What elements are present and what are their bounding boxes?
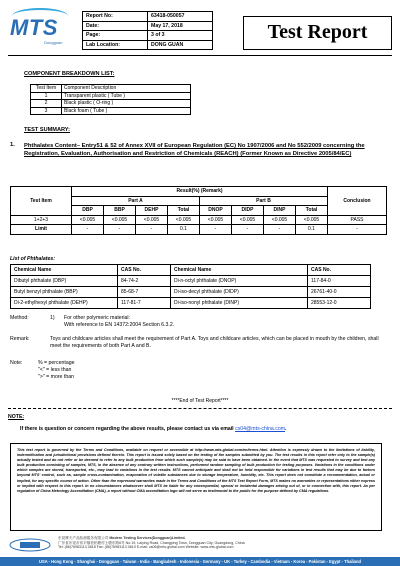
component-heading: COMPONENT BREAKDOWN LIST: xyxy=(24,71,115,77)
col-header: Total xyxy=(168,206,200,216)
note-label: Note: xyxy=(10,360,23,366)
divider xyxy=(8,408,392,409)
table-row: 2 Black plastic ( O-ring ) xyxy=(31,100,191,108)
logo-subtitle: Dongguan xyxy=(44,40,63,45)
note-line-1: % = percentage xyxy=(38,360,75,366)
conclusion-header: Conclusion xyxy=(328,187,387,216)
table-header: CAS No. xyxy=(308,265,371,276)
conclusion-value: PASS xyxy=(328,215,387,225)
table-row: Di-2-ethylhexyl phthalate (DEHP) 117-81-7 Di-iso-nonyl phthalate (DINP) 28553-12-0 xyxy=(11,298,371,309)
col-header: DBP xyxy=(72,206,104,216)
table-header: Component Description xyxy=(62,85,191,93)
note-heading: NOTE: xyxy=(8,414,25,420)
date-value: May 17, 2018 xyxy=(148,21,213,31)
table-header: CAS No. xyxy=(118,265,171,276)
locations-bar: USA - Hong Kong - Shanghai - Dongguan - Taiwan - India - Bangladesh - Indonesia - Germany - UK - Turkey - Cambodia - Vietnam - Korea - Pakistan - Egypt - Thailand xyxy=(0,557,400,566)
page-label: Page: xyxy=(83,31,148,41)
col-header: DINP xyxy=(264,206,296,216)
company-logo-icon xyxy=(8,538,52,552)
company-name-cn: 东莞摩天产品检测服务有限公司 xyxy=(58,536,109,540)
company-info xyxy=(58,536,388,550)
col-header: Total xyxy=(296,206,328,216)
contact-line: If there is question or concern regarding the above results, please contact us via email cs04@mts-china.com. xyxy=(20,426,287,432)
note-line-2: "<" = less than xyxy=(38,367,72,373)
summary-heading: TEST SUMMARY: xyxy=(24,127,70,133)
part-a-header: Part A xyxy=(72,196,200,206)
table-header: Chemical Name xyxy=(11,265,118,276)
company-name-en: Modern Testing Services(Dongguan)Limited. xyxy=(109,536,186,540)
result-header: Result(%) (Remark) xyxy=(72,187,328,197)
method-line-1: For other polymeric material: xyxy=(64,315,131,321)
report-no-value: 63418-050057 xyxy=(148,12,213,22)
table-row: Limit - - - 0.1 - - - 0.1 - xyxy=(11,225,387,235)
email-link[interactable]: cs04@mts-china.com xyxy=(235,426,286,432)
test-item-header: Test Item xyxy=(11,187,72,216)
phthalates-title: Phthalates Content– Entry51 & 52 of Annex XVII of European Regulation (EC) No 1907/2006 and No 552/2009 concerning the Registration, Evaluation, Authorisation and Restriction of Chemicals (REACH) (Former Known as Directive 2005/84/EC) xyxy=(24,143,365,157)
table-header: Test Item xyxy=(31,85,62,93)
phthalates-list-heading: List of Phthalates: xyxy=(10,256,55,262)
report-info-table xyxy=(82,11,213,50)
contact-text: If there is question or concern regarding the above results, please contact us via email xyxy=(20,426,234,432)
phthalates-table xyxy=(10,264,371,309)
table-row: 1 Transparent plastic ( Tube ) xyxy=(31,92,191,100)
table-header: Chemical Name xyxy=(171,265,308,276)
item-number: 1. xyxy=(10,142,15,148)
report-no-label: Report No: xyxy=(83,12,148,22)
table-row: 1+2+3 <0.005 <0.005 <0.005 <0.005 <0.005 <0.005 <0.005 <0.005 PASS xyxy=(11,215,387,225)
table-row: Dibutyl phthalate (DBP) 84-74-2 Di-n-octyl phthalate (DNOP) 117-84-0 xyxy=(11,276,371,287)
note-line-3: ">" = more than xyxy=(38,374,74,380)
col-header: BBP xyxy=(104,206,136,216)
col-header: DNOP xyxy=(200,206,232,216)
method-line-2: With reference to EN 14372:2004 Section 6.3.2. xyxy=(64,322,175,328)
lab-location-value: DONG GUAN xyxy=(148,40,213,50)
part-b-header: Part B xyxy=(200,196,328,206)
method-label: Method: xyxy=(10,315,29,321)
table-row: Butyl benzyl phthalate (BBP) 85-68-7 Di-iso-decyl phthalate (DIDP) 26761-40-0 xyxy=(11,287,371,298)
company-address: 广东省东莞市常平镇松柏塘村土塘东路6号 No.19, Laiying Road, Changping Town, Dongguan City, Guangdong, China xyxy=(58,540,245,545)
method-number: 1) xyxy=(50,315,55,321)
col-header: DIDP xyxy=(232,206,264,216)
logo: MTS xyxy=(10,15,58,40)
results-table xyxy=(10,186,387,235)
component-table xyxy=(30,84,191,115)
remark-text: Toys and childcare articles shall meet the requirement of Part A. Toys and childcare articles, which can be placed in mouth by the children, shall meet the requirements of both Part A and B. xyxy=(50,336,379,349)
col-header: DEHP xyxy=(136,206,168,216)
divider xyxy=(8,55,392,56)
report-title: Test Report xyxy=(243,16,392,50)
remark-label: Remark: xyxy=(10,336,30,342)
page-value: 3 of 3 xyxy=(148,31,213,41)
date-label: Date: xyxy=(83,21,148,31)
end-of-report: ****End of Test Report**** xyxy=(171,398,229,404)
lab-location-label: Lab Location: xyxy=(83,40,148,50)
table-row: 3 Black foam ( Tube ) xyxy=(31,107,191,115)
disclaimer-box: This test report is governed by the Terms and Conditions, available on request or accessible at http://www.mts-global.com/en/terms.html. Attention is expressly drawn to the limitations of liability, indemnification and jurisdictional provisions defined therein. This report is issued solely based on the testing of the samples submitted by you. The test results in this report refer only to the sample(s) actually tested and do not refer or be deemed to refer to any bulk production from which such sample(s) may be said to have been obtained. In the event that MTS was requested to survey and test any bulk production consisting of samples, MTS, in the absence of any contrary written instructions, performed random sampling of bulk production for testing purposes. Variations in the conditions under which samples are stored, transported, etc., may lead to variations in the test results. MTS cannot anticipate and shall not be held responsible for variations in test results that may be due to factors beyond MTS' control, such as, sample cross-contamination, evaporation of volatile substances due to storage temperature, humidity, etc. This report does not constitute a recommendation, actual or implied, for any specific course of action. Other than the expressed warranties made in the Terms and Conditions of the MTS Test Report Form, MTS makes no warranties or representations either express or implied with respect to this report. In no circumstances whatsoever shall MTS be liable for any consequential, special or incidental damages arising out of, or in connection with, this report. As per regulation of China Metrology Accreditation (CMA), a report without CMA accreditation logo will not serve as testimonial to the public for the purpose defined by CMA regulations. xyxy=(10,443,382,531)
company-contact: Tel: (86)76983113 0818 Fax: (86)76983113 0819 E-mail: cs06@mts-global.com Website: www.mts-global.com xyxy=(58,545,234,550)
